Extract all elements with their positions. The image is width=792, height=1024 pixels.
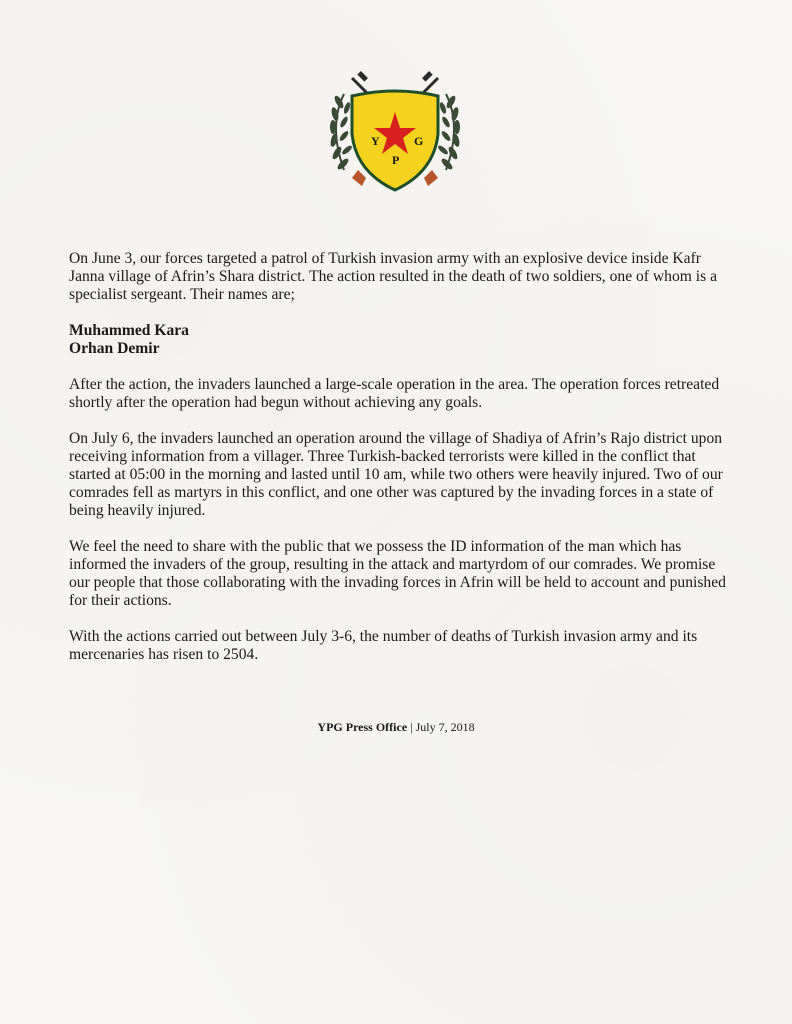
emblem-graphic [322,66,468,196]
name-2: Orhan Demir [69,340,160,357]
ypg-emblem-logo [322,66,468,196]
statement-body [69,250,737,682]
wreath-right-icon [437,94,461,171]
paragraph-2: After the action, the invaders launched a large-scale operation in the area. The operation forces retreated shortly after the operation had begun without achieving any goals. [69,376,720,411]
paragraph-5: With the actions carried out between July 3-6, the number of deaths of Turkish invasion army and its mercenaries has risen to 2504. [69,628,698,663]
paragraph-4: We feel the need to share with the public that we possess the ID information of the man which has informed the invaders of the group, resulting in the attack and martyrdom of our comrades. We promise our people that those collaborating with the invading forces in Afrin will be held to account and punished for their actions. [69,538,726,609]
footer-separator: | [407,720,416,734]
names-list [69,322,737,358]
paragraph-1: On June 3, our forces targeted a patrol of Turkish invasion army with an explosive device inside Kafr Janna village of Afrin’s Shara district. The action resulted in the death of two soldiers, one of whom is a specialist sergeant. Their names are; [69,250,718,303]
footer-date: July 7, 2018 [415,720,475,734]
name-1: Muhammed Kara [69,322,189,339]
emblem-letter-y: Y [371,134,380,148]
paragraph-3: On July 6, the invaders launched an operation around the village of Shadiya of Afrin’s Rajo district upon receiving information from a villager. Three Turkish-backed terrorists were killed in the conflict that started at 05:00 in the morning and lasted until 10 am, while two others were heavily injured. Two of our comrades fell as martyrs in this conflict, and one other was captured by the invading forces in a state of being heavily injured. [69,430,723,519]
wreath-left-icon [329,94,353,171]
footer-signature [0,720,792,734]
footer-org: YPG Press Office [317,720,408,734]
emblem-letter-p: P [392,153,400,167]
emblem-letter-g: G [414,134,424,148]
